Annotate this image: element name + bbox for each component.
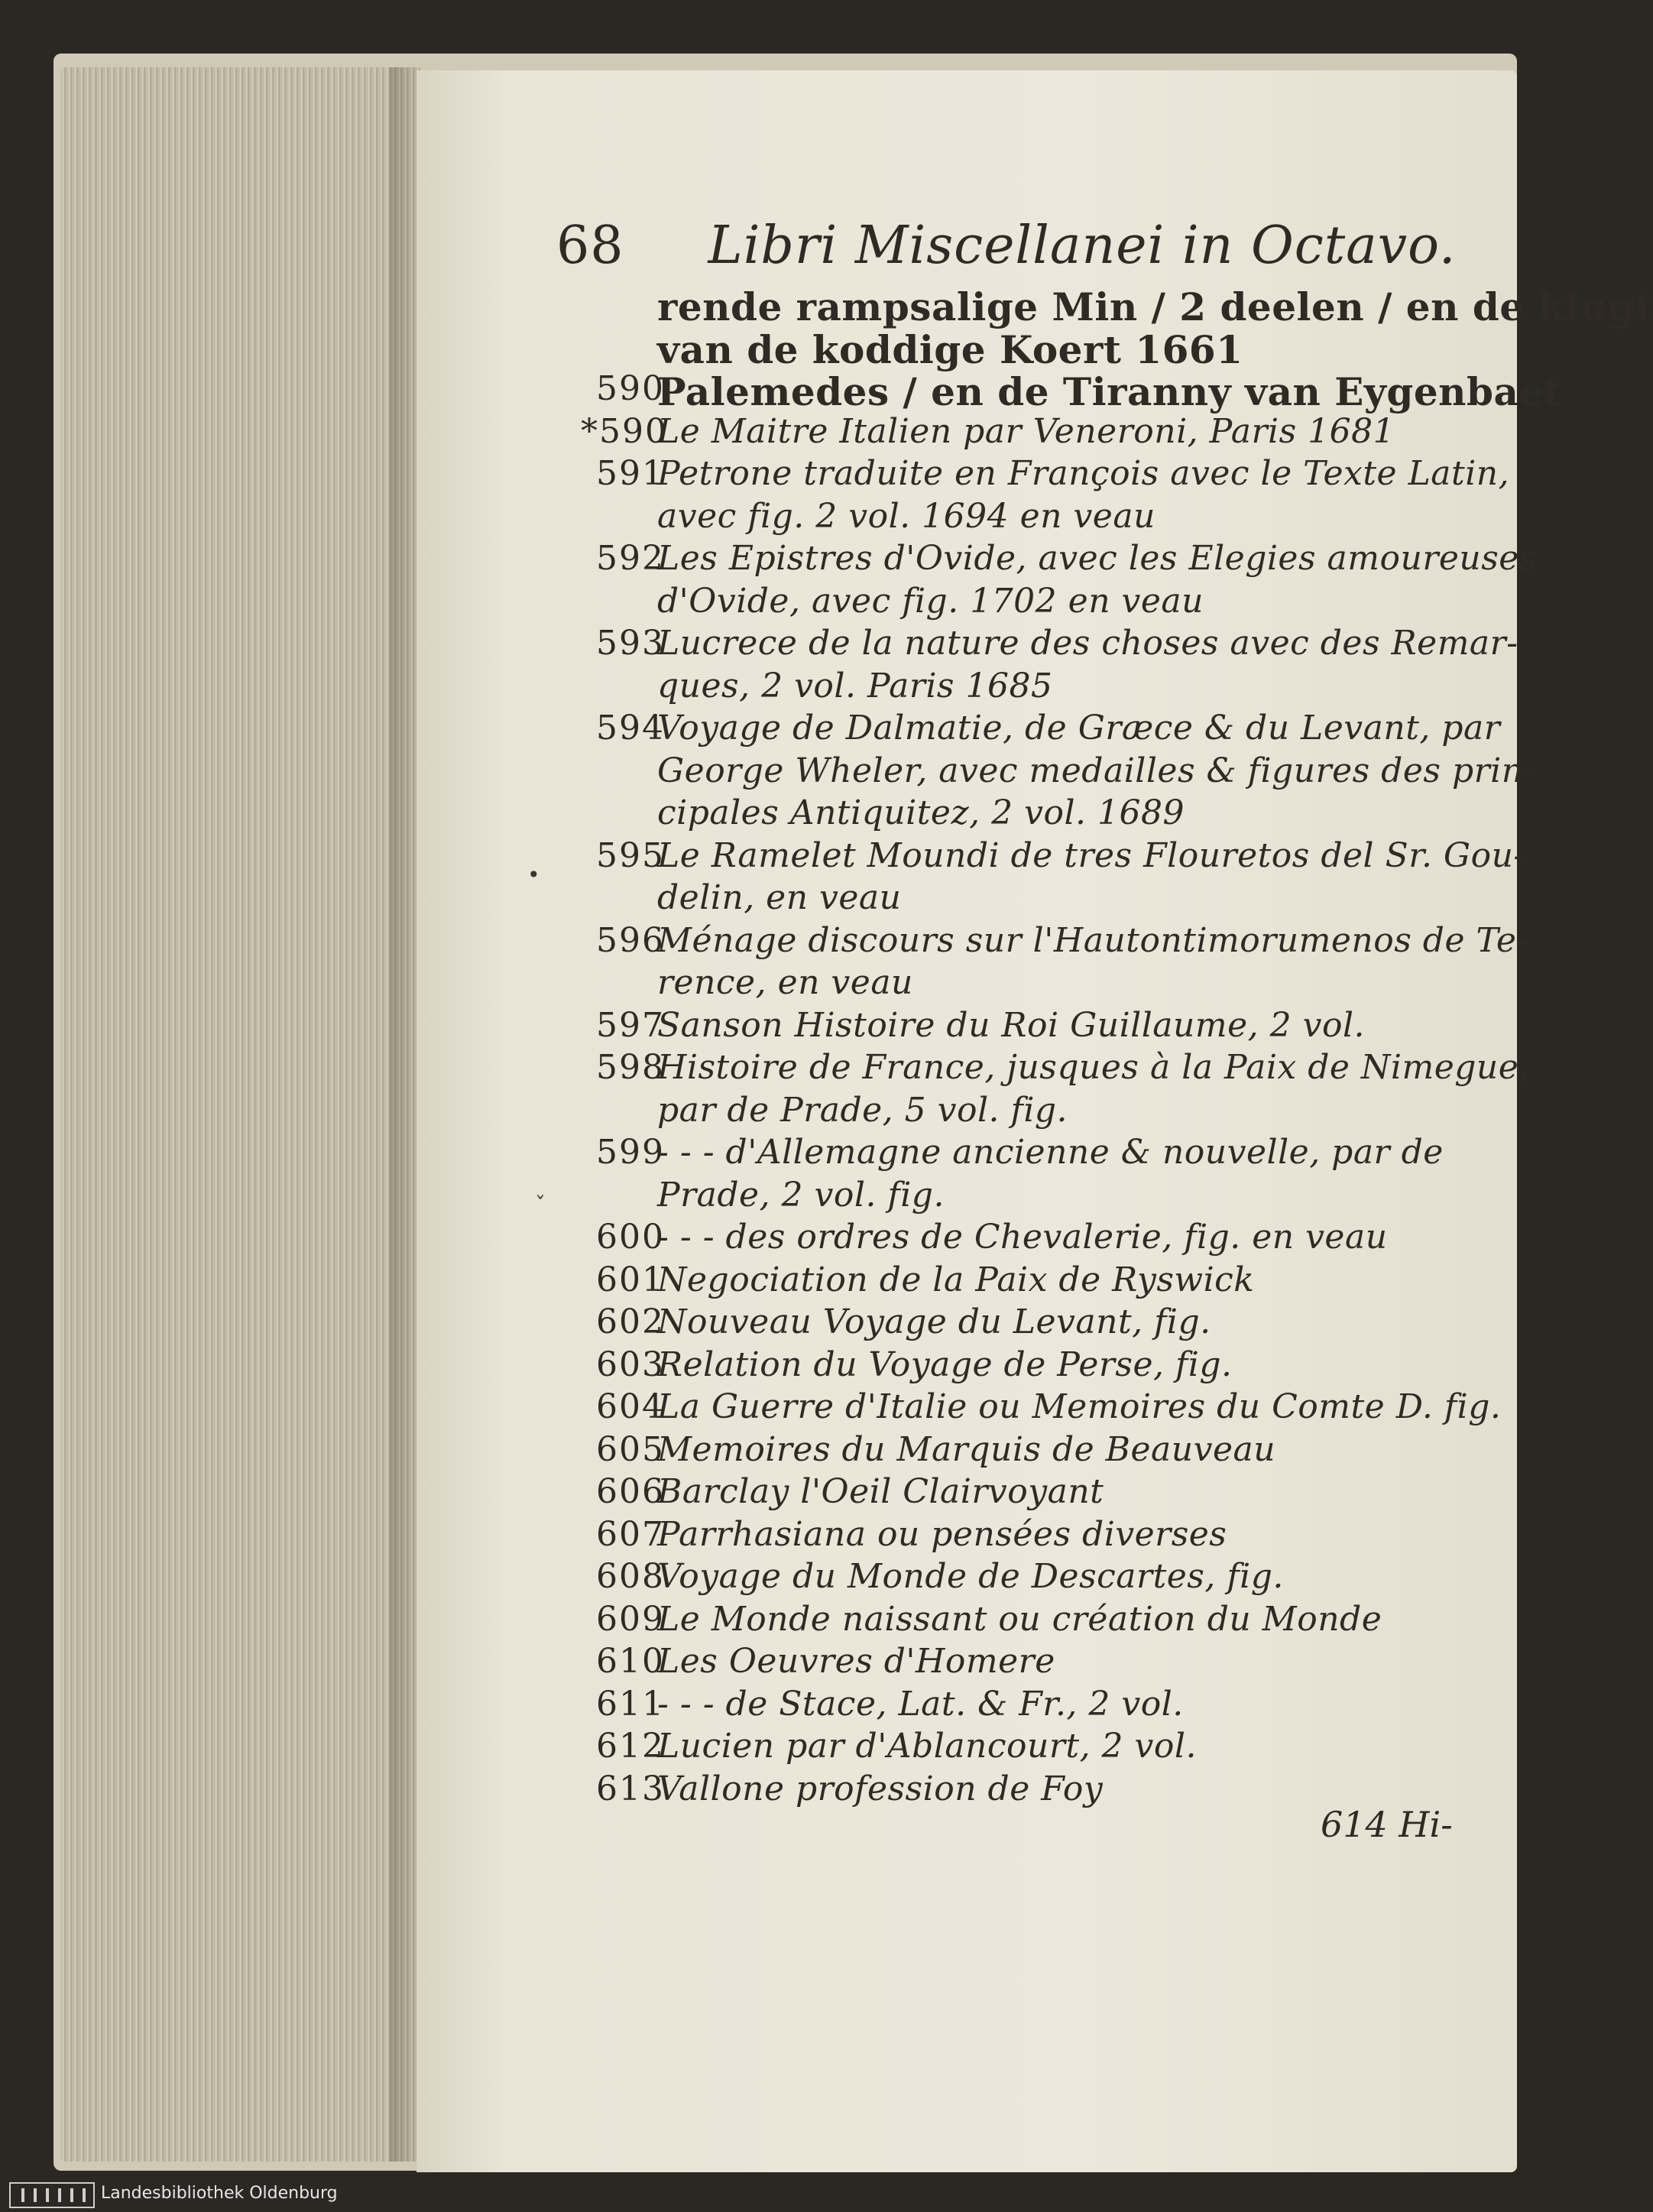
entry-number: 591	[596, 454, 665, 493]
entry-text: Sanson Histoire du Roi Guillaume, 2 vol.	[657, 1005, 1365, 1045]
entry-text: Le Maitre Italien par Veneroni, Paris 1681	[657, 411, 1395, 451]
library-logo-icon	[9, 2182, 95, 2208]
margin-mark: •	[527, 862, 540, 887]
entry-text: Lucien par d'Ablancourt, 2 vol.	[657, 1727, 1197, 1766]
entry-number: 610	[596, 1642, 665, 1681]
entry-text: delin, en veau	[657, 878, 902, 917]
entry-text: - - - de Stace, Lat. & Fr., 2 vol.	[657, 1684, 1184, 1724]
entry-text: avec fig. 2 vol. 1694 en veau	[657, 496, 1155, 536]
entry-text: ques, 2 vol. Paris 1685	[657, 666, 1053, 705]
catalog-entry	[0, 284, 1653, 329]
entry-text: Nouveau Voyage du Levant, fig.	[657, 1302, 1211, 1341]
entry-number: 612	[596, 1727, 665, 1766]
catalog-entry	[0, 921, 1528, 962]
catalog-entry	[0, 1430, 1528, 1471]
entry-number: 604	[596, 1387, 665, 1426]
entry-text: Le Ramelet Moundi de tres Flouretos del Sr. Gou-	[657, 835, 1525, 875]
entry-text: Ménage discours sur l'Hautontimorumenos de Te-	[657, 920, 1528, 960]
entry-text: Lucrece de la nature des choses avec des Remar-	[657, 624, 1518, 663]
catalog-entry	[0, 1048, 1528, 1089]
entry-number: 592	[596, 539, 665, 578]
entry-text: Petrone traduite en François avec le Texte Latin,	[657, 454, 1510, 493]
entry-number: 607	[596, 1514, 665, 1554]
entry-text: Barclay l'Oeil Clairvoyant	[657, 1472, 1104, 1511]
entry-text: Histoire de France, jusques à la Paix de Nimegue,	[657, 1048, 1530, 1087]
entry-number: 600	[596, 1218, 665, 1257]
entry-number: 608	[596, 1557, 665, 1596]
catalog-entry-continuation	[0, 1091, 1528, 1132]
catalog-entry-continuation	[0, 963, 1528, 1004]
entry-text: Relation du Voyage de Perse, fig.	[657, 1344, 1233, 1384]
entry-text: Negociation de la Paix de Ryswick	[657, 1260, 1255, 1299]
catchword: 614 Hi-	[1321, 1804, 1453, 1845]
catalog-entry	[0, 454, 1528, 495]
page-number: 68	[556, 216, 624, 276]
entry-text: Prade, 2 vol. fig.	[657, 1175, 945, 1215]
entry-number: 601	[596, 1260, 665, 1299]
catalog-entry	[0, 412, 1528, 453]
entry-text: rende rampsalige Min / 2 deelen / en de klugt	[657, 284, 1653, 329]
catalog-entry	[0, 539, 1537, 580]
entry-text: Les Oeuvres d'Homere	[657, 1642, 1055, 1681]
entry-text: George Wheler, avec medailles & figures des prin-	[657, 751, 1535, 790]
entry-number: 590	[596, 369, 665, 408]
entry-number: *590	[581, 411, 668, 451]
entry-text: par de Prade, 5 vol. fig.	[657, 1090, 1068, 1130]
entry-text: rence, en veau	[657, 963, 913, 1002]
catalog-entry	[0, 1260, 1528, 1302]
catalog-entry-continuation	[0, 878, 1528, 920]
entry-text: Voyage de Dalmatie, de Græce & du Levant, par	[657, 709, 1501, 748]
entry-text: Voyage du Monde de Descartes, fig.	[657, 1557, 1284, 1596]
catalog-entry-continuation	[0, 667, 1528, 708]
entry-number: 611	[596, 1684, 665, 1724]
entry-number: 593	[596, 624, 665, 663]
entry-number: 613	[596, 1769, 665, 1808]
catalog-entry-continuation	[0, 751, 1535, 793]
entry-number: 606	[596, 1472, 665, 1511]
catalog-entry	[0, 1515, 1528, 1556]
catalog-entry-continuation	[0, 1176, 1528, 1217]
catalog-entry	[0, 1557, 1528, 1598]
entry-text: cipales Antiquitez, 2 vol. 1689	[657, 793, 1185, 832]
entry-text: Parrhasiana ou pensées diverses	[657, 1514, 1227, 1554]
entry-text: La Guerre d'Italie ou Memoires du Comte D. fig.	[657, 1387, 1502, 1426]
catalog-entry-continuation	[0, 793, 1528, 835]
entry-number: 605	[596, 1429, 665, 1469]
entry-text: - - - des ordres de Chevalerie, fig. en veau	[657, 1218, 1388, 1257]
running-title: Libri Miscellanei in Octavo.	[708, 216, 1457, 276]
catalog-entry	[0, 1133, 1528, 1174]
catalog-entry	[0, 369, 1562, 414]
footer-bar	[0, 2175, 1528, 2212]
catalog-entry	[0, 1769, 1528, 1811]
entry-number: 598	[596, 1048, 665, 1087]
catalog-entry	[0, 1302, 1528, 1344]
catalog-entry	[0, 1006, 1528, 1047]
catalog-entry-continuation	[0, 497, 1528, 538]
catalog-entry	[0, 1600, 1528, 1641]
entry-number: 603	[596, 1344, 665, 1384]
entry-text: Memoires du Marquis de Beauveau	[657, 1429, 1276, 1469]
catalog-entry	[0, 1727, 1528, 1768]
entry-text: Vallone profession de Foy	[657, 1769, 1104, 1808]
catalog-entry	[0, 326, 1528, 372]
entry-text: Palemedes / en de Tiranny van Eygenbaet	[657, 369, 1562, 414]
catalog-entry	[0, 1685, 1528, 1726]
entry-number: 596	[596, 920, 665, 960]
catalog-entry	[0, 1642, 1528, 1683]
entry-number: 597	[596, 1005, 665, 1045]
catalog-entry	[0, 1218, 1528, 1259]
entry-text: Le Monde naissant ou création du Monde	[657, 1599, 1382, 1639]
catalog-entry	[0, 624, 1528, 665]
entry-number: 599	[596, 1133, 665, 1172]
entry-number: 594	[596, 709, 665, 748]
entry-text: Les Epistres d'Ovide, avec les Elegies amoureuses	[657, 539, 1537, 578]
catalog-entry	[0, 1472, 1528, 1513]
margin-mark: ˇ	[535, 1192, 546, 1218]
catalog-entry	[0, 709, 1528, 750]
catalog-entry	[0, 1345, 1528, 1387]
entry-number: 595	[596, 835, 665, 875]
library-name: Landesbibliothek Oldenburg	[101, 2184, 338, 2203]
entry-number: 609	[596, 1599, 665, 1639]
entry-number: 602	[596, 1302, 665, 1341]
catalog-entry-continuation	[0, 582, 1528, 623]
catalog-entry	[0, 1387, 1528, 1429]
entry-text: van de koddige Koert 1661	[657, 326, 1243, 372]
entry-text: d'Ovide, avec fig. 1702 en veau	[657, 581, 1204, 621]
catalog-entry	[0, 836, 1528, 877]
entry-text: - - - d'Allemagne ancienne & nouvelle, par de	[657, 1133, 1444, 1172]
